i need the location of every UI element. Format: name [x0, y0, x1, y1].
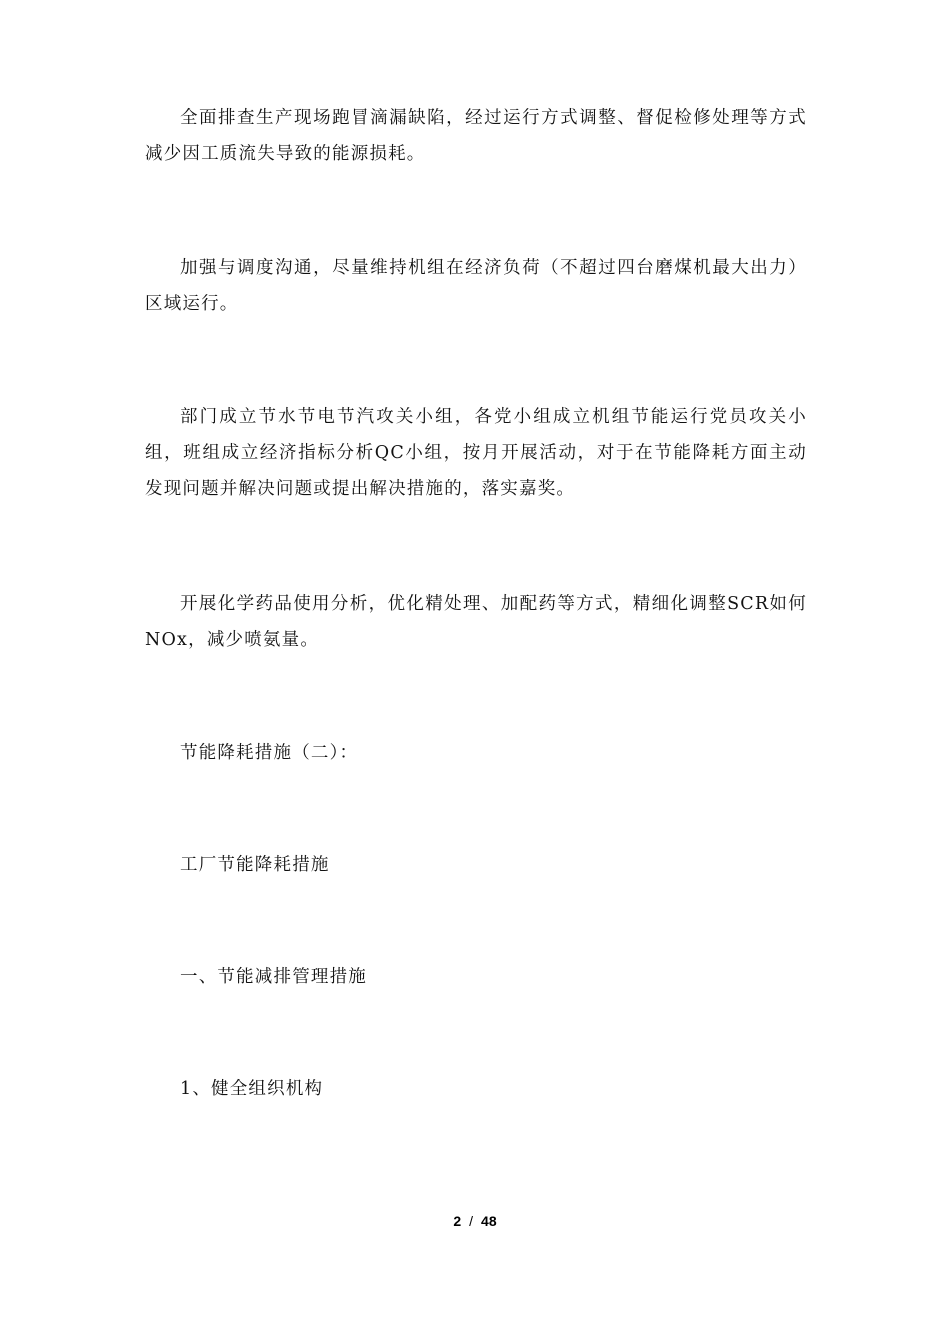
heading-organization: 1、健全组织机构: [180, 1079, 324, 1099]
paragraph-chemical-analysis: 开展化学药品使用分析，优化精处理、加配药等方式，精细化调整SCR如何NOx，减少喷氨量。: [145, 594, 807, 650]
paragraph-leak-inspection: 全面排查生产现场跑冒滴漏缺陷，经过运行方式调整、督促检修处理等方式减少因工质流失导致的能源损耗。: [145, 108, 807, 164]
total-page-count: 48: [481, 1213, 497, 1229]
page-number-footer: [0, 1213, 950, 1229]
heading-management-measures: 一、节能减排管理措施: [180, 967, 367, 987]
heading-factory-measures: 工厂节能降耗措施: [180, 855, 330, 875]
paragraph-dispatch-communication: 加强与调度沟通，尽量维持机组在经济负荷（不超过四台磨煤机最大出力）区域运行。: [145, 258, 807, 314]
page-separator: /: [469, 1213, 474, 1229]
paragraph-task-force: 部门成立节水节电节汽攻关小组，各党小组成立机组节能运行党员攻关小组，班组成立经济指标分析QC小组，按月开展活动，对于在节能降耗方面主动发现问题并解决问题或提出解决措施的，落实嘉奖。: [145, 407, 807, 499]
current-page-number: 2: [453, 1213, 462, 1229]
heading-measures-two: 节能降耗措施（二）：: [180, 743, 359, 763]
